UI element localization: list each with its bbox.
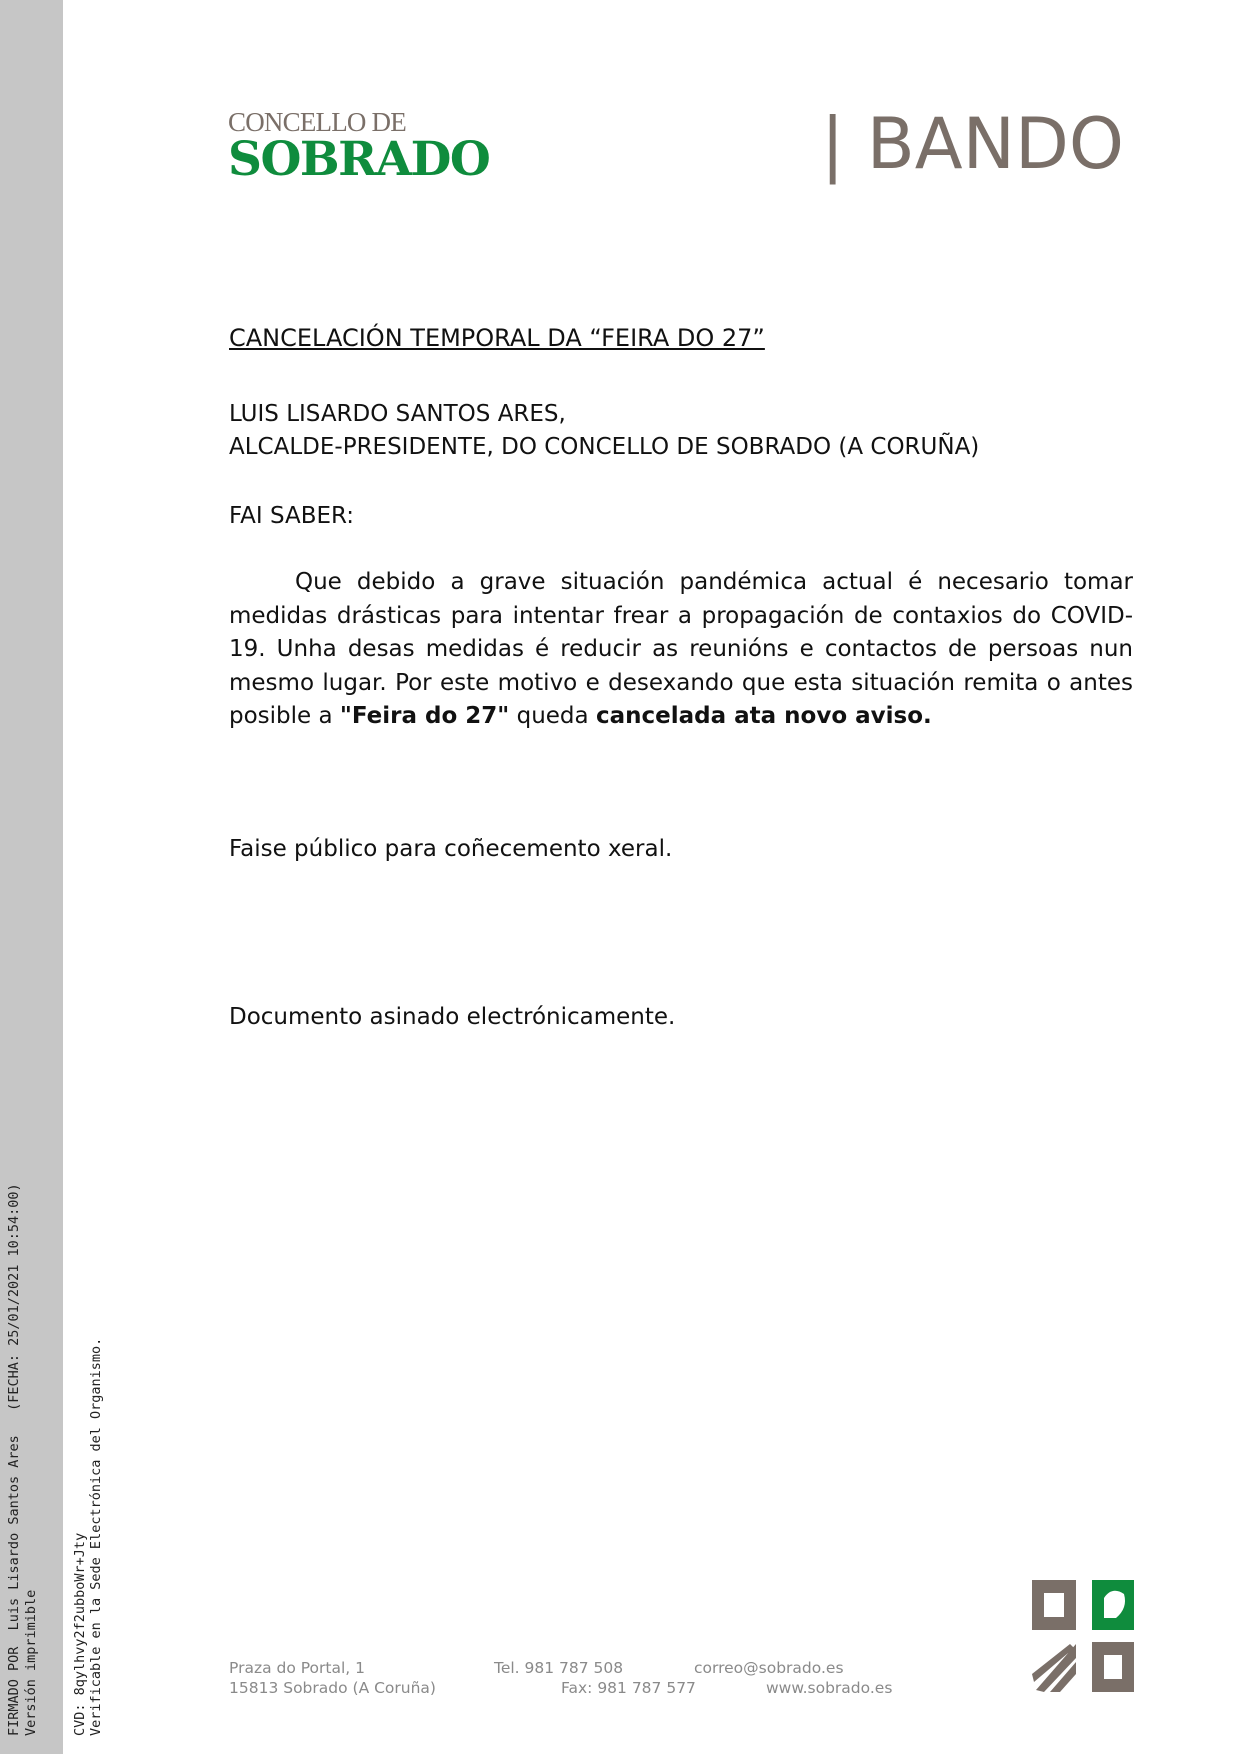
printable-version-text: Versión imprimible xyxy=(23,1589,39,1736)
concello-emblem-icon xyxy=(1030,1578,1136,1694)
logo-main-text: SOBRADO xyxy=(228,132,490,187)
announcement-body xyxy=(229,566,1133,734)
mayor-role: ALCALDE-PRESIDENTE, DO CONCELLO DE SOBRADO (A CORUÑA) xyxy=(229,434,980,460)
body-mid-text: queda xyxy=(509,703,596,729)
mayor-name: LUIS LISARDO SANTOS ARES, xyxy=(229,401,566,427)
footer-fax: Fax: 981 787 577 xyxy=(561,1679,696,1697)
footer-web: www.sobrado.es xyxy=(766,1679,893,1697)
footer-email: correo@sobrado.es xyxy=(694,1659,844,1677)
footer-tel: Tel. 981 787 508 xyxy=(494,1659,624,1677)
cvd-code: CVD: 8qylhvy2f2ubboWr+Jty xyxy=(72,1532,88,1736)
body-bold-fair: "Feira do 27" xyxy=(339,703,510,729)
footer-address xyxy=(229,1658,436,1698)
signed-note: Documento asinado electrónicamente. xyxy=(229,1004,676,1030)
document-type: | BANDO xyxy=(820,103,1124,185)
logo-top-text: CONCELLO DE xyxy=(228,107,406,137)
verification-note: Verificable en la Sede Electrónica del Organismo. xyxy=(88,1337,104,1736)
announcement-heading: FAI SABER: xyxy=(229,503,355,529)
emblem-rays xyxy=(1032,1644,1076,1692)
body-text: Que debido a grave situación pandémica actual é necesario tomar medidas drásticas para intentar frear a propagación de contaxios do COVID-19. Unha desas medidas é reducir as reunións e contactos de persoas nun mesmo lugar. Por este motivo e desexando que esta situación remita o antes posible a xyxy=(229,569,1133,729)
footer-address-line1: Praza do Portal, 1 xyxy=(229,1659,366,1677)
public-notice: Faise público para coñecemento xeral. xyxy=(229,836,673,862)
document-title: CANCELACIÓN TEMPORAL DA “FEIRA DO 27” xyxy=(229,324,765,352)
footer-address-line2: 15813 Sobrado (A Coruña) xyxy=(229,1679,436,1697)
signature-text: FIRMADO POR Luis Lisardo Santos Ares (FECHA: 25/01/2021 10:54:00) xyxy=(6,1183,22,1736)
body-bold-cancelled: cancelada ata novo aviso. xyxy=(595,703,932,729)
concello-logo xyxy=(228,107,490,187)
